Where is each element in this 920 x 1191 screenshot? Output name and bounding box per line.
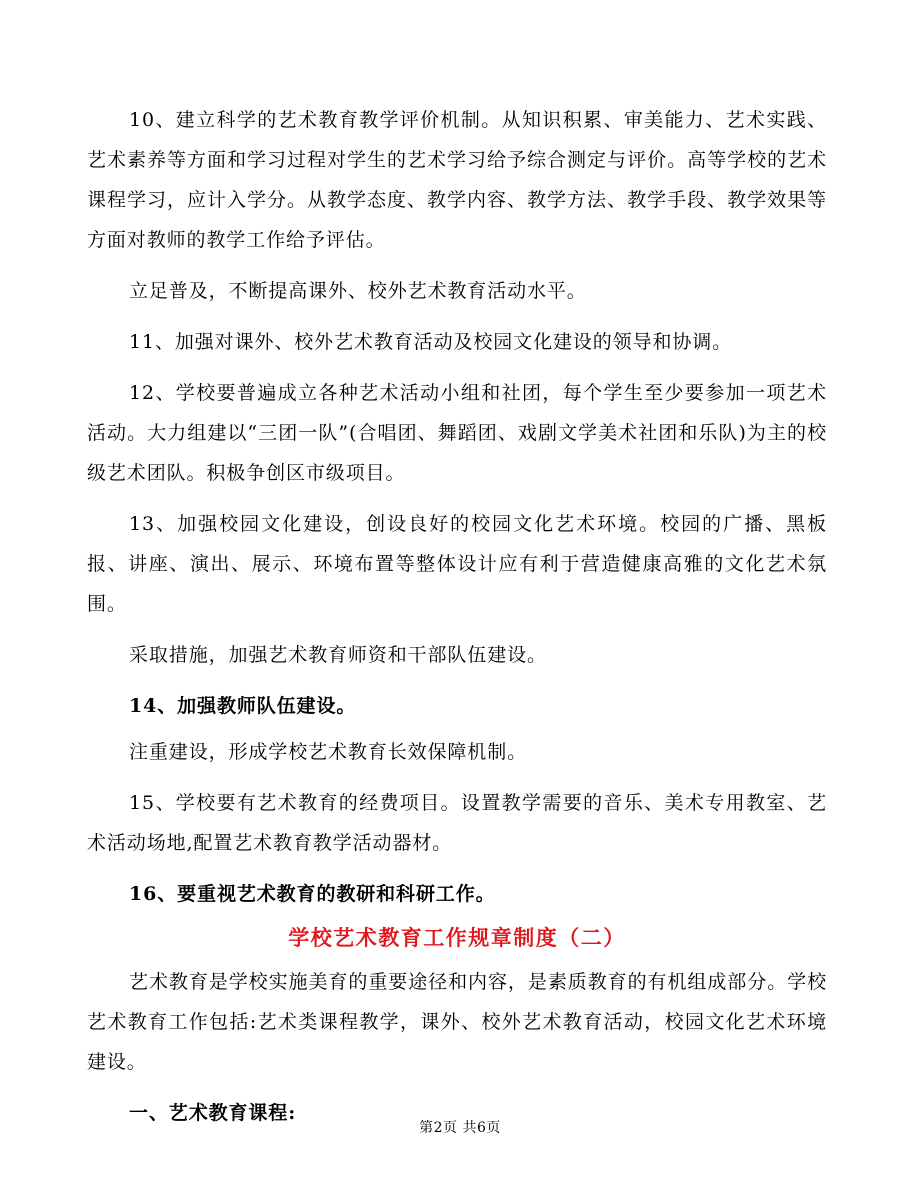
paragraph-heading-courses: 一、艺术教育课程: — [129, 1102, 297, 1124]
paragraph-item-11: 11、加强对课外、校外艺术教育活动及校园文化建设的领导和协调。 — [129, 331, 733, 353]
paragraph-guarantee-mechanism: 注重建设，形成学校艺术教育长效保障机制。 — [129, 741, 528, 763]
paragraph-popularize-heading: 立足普及，不断提高课外、校外艺术教育活动水平。 — [129, 280, 587, 302]
paragraph-item-12: 12、学校要普遍成立各种艺术活动小组和社团，每个学生至少要参加一项艺术活动。大力组建以“三团一队”(合唱团、舞蹈团、戏剧文学美术社团和乐队)为主的校级艺术团队。积极争创区市级项目。 — [87, 382, 827, 484]
page-footer: 第2页 共6页 — [419, 1120, 501, 1136]
document-body — [87, 100, 827, 1133]
paragraph-item-10: 10、建立科学的艺术教育教学评价机制。从知识积累、审美能力、艺术实践、艺术素养等方面和学习过程对学生的艺术学习给予综合测定与评价。高等学校的艺术课程学习，应计入学分。从教学态度、教学内容、教学方法、教学手段、教学效果等方面对教师的教学工作给予评估。 — [87, 109, 827, 251]
paragraph-item-16: 16、要重视艺术教育的教研和科研工作。 — [129, 883, 496, 905]
paragraph-item-15: 15、学校要有艺术教育的经费项目。设置教学需要的音乐、美术专用教室、艺术活动场地,配置艺术教育教学活动器材。 — [87, 792, 827, 854]
paragraph-art-education-intro: 艺术教育是学校实施美育的重要途径和内容，是素质教育的有机组成部分。学校艺术教育工作包括:艺术类课程教学，课外、校外艺术教育活动，校园文化艺术环境建设。 — [87, 971, 827, 1073]
paragraph-teacher-measures: 采取措施，加强艺术教育师资和干部队伍建设。 — [129, 644, 547, 666]
section-title: 学校艺术教育工作规章制度（二） — [288, 925, 626, 950]
paragraph-item-14: 14、加强教师队伍建设。 — [129, 695, 357, 717]
paragraph-item-13: 13、加强校园文化建设，创设良好的校园文化艺术环境。校园的广播、黑板报、讲座、演出、展示、环境布置等整体设计应有利于营造健康高雅的文化艺术氛围。 — [87, 513, 827, 615]
